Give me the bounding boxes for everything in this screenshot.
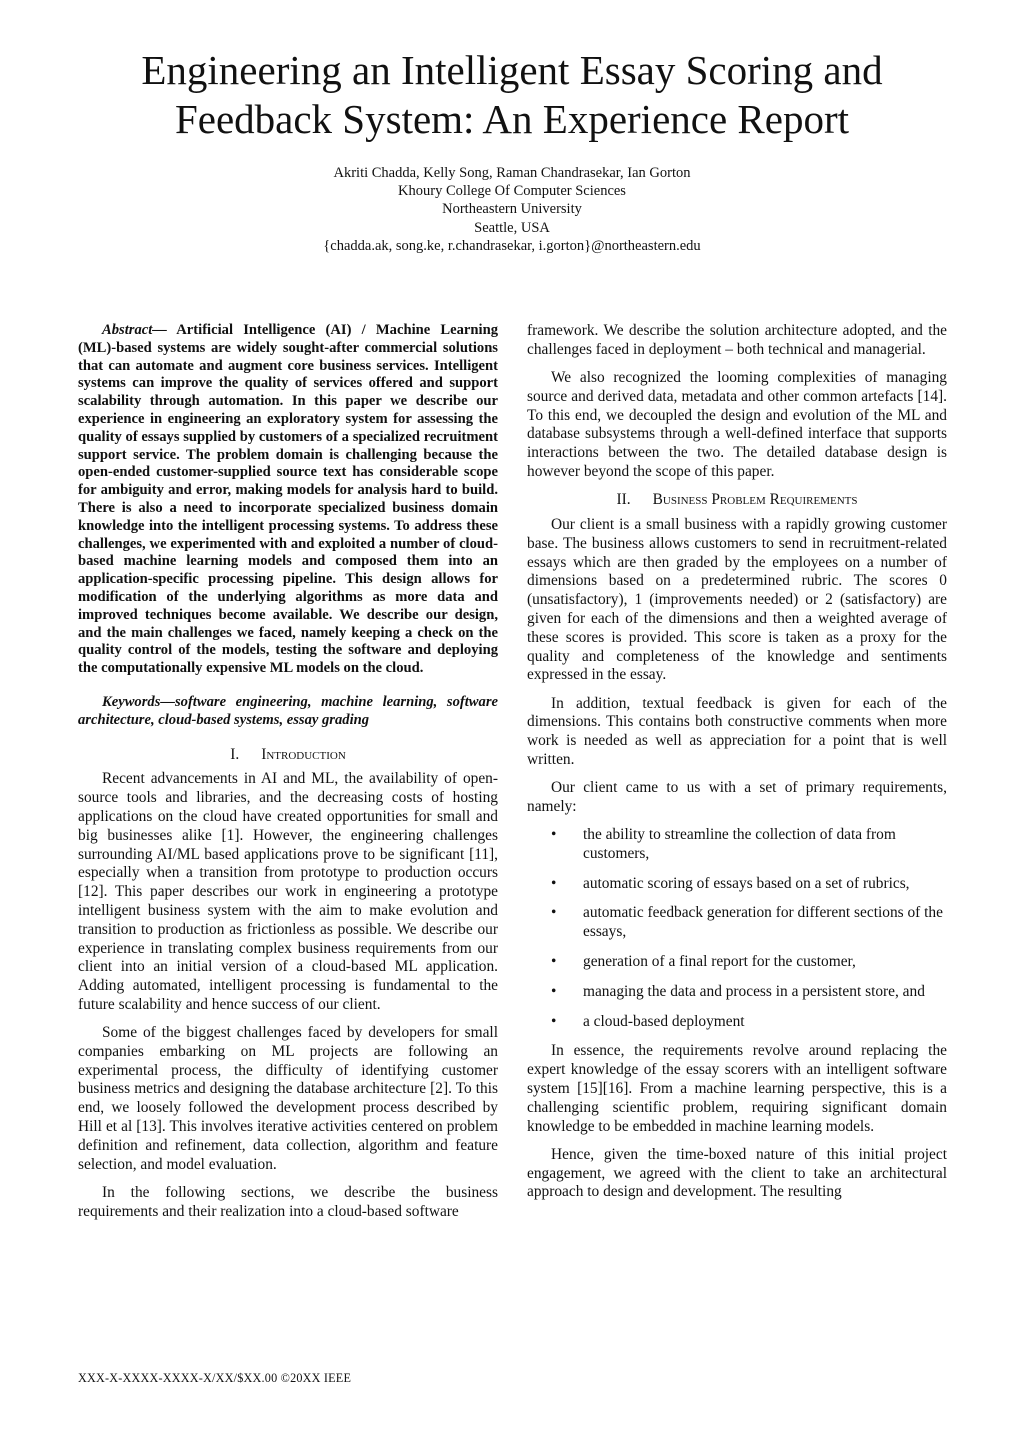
list-item: • the ability to streamline the collection of data from customers,	[551, 826, 896, 862]
author-location: Seattle, USA	[474, 219, 550, 236]
bullet-icon: •	[551, 904, 557, 922]
abstract-label: Abstract—	[102, 322, 167, 338]
section-name: Introduction	[261, 745, 346, 763]
section-number: I.	[230, 745, 240, 763]
author-block	[200, 164, 824, 255]
author-names: Akriti Chadda, Kelly Song, Raman Chandrasekar, Ian Gorton	[333, 165, 691, 181]
intro-paragraph: In the following sections, we describe the business requirements and their realization into a cloud-based software	[78, 1183, 498, 1220]
section-heading-introduction	[78, 746, 498, 765]
list-item: • automatic feedback generation for different sections of the essays,	[551, 904, 943, 941]
body-paragraph: Hence, given the time-boxed nature of this initial project engagement, we agreed with the client to take an architectural approach to design and development. The resulting	[527, 1145, 947, 1201]
list-item: • managing the data and process in a persistent store, and	[551, 982, 925, 1000]
requirements-list	[527, 826, 947, 1031]
list-item: • automatic scoring of essays based on a set of rubrics,	[551, 874, 910, 892]
body-paragraph: Our client came to us with a set of primary requirements, namely:	[527, 779, 947, 815]
bullet-icon: •	[551, 874, 557, 892]
bullet-icon: •	[551, 953, 557, 971]
affiliation-college: Khoury College Of Computer Sciences	[398, 183, 626, 200]
abstract-text: Artificial Intelligence (AI) / Machine Learning (ML)-based systems are widely sought-after commercial solutions that can automate and augment core business services. Intelligent systems can improve the quality of services offered and support scalability through automation. In this paper we describe our experience in engineering an exploratory system for assessing the quality of essays supplied by customers of a specialized recruitment support service. The problem domain is challenging because the open-ended customer-supplied source text has considerable scope for ambiguity and error, making models for analysis hard to build. There is also a need to incorporate specialized business domain knowledge into the intelligent processing systems. To address these challenges, we experimented with and exploited a number of cloud-based machine learning models and composed them into an application-specific processing pipeline. This design allows for modification of the underlying algorithms as more data and improved techniques become available. We describe our design, and the main challenges we faced, namely keeping a check on the quality control of the models, testing the software and deploying the computationally expensive ML models on the cloud.	[78, 322, 498, 677]
continued-paragraph: framework. We describe the solution architecture adopted, and the challenges faced in deployment – both technical and managerial.	[527, 322, 947, 358]
section-heading-business-requirements	[527, 491, 947, 510]
right-column	[527, 322, 947, 1212]
keywords: Keywords—software engineering, machine learning, software architecture, cloud-based systems, essay grading	[78, 693, 498, 728]
body-paragraph: In essence, the requirements revolve around replacing the expert knowledge of the essay scorers with an intelligent software system [15][16]. From a machine learning perspective, this is a challenging scientific problem, requiring significant domain knowledge to be embedded in machine learning models.	[527, 1042, 947, 1135]
list-item: • a cloud-based deployment	[551, 1012, 745, 1030]
bullet-icon: •	[551, 826, 557, 844]
left-column	[78, 322, 498, 1231]
abstract	[78, 322, 498, 678]
body-paragraph: We also recognized the looming complexities of managing source and derived data, metadata and other common artefacts [14]. To this end, we decoupled the design and evolution of the ML and database subsystems through a well-defined interface that supports interactions between the two. The detailed database design is however beyond the scope of this paper.	[527, 368, 947, 480]
copyright-footer: XXX-X-XXXX-XXXX-X/XX/$XX.00 ©20XX IEEE	[78, 1371, 352, 1385]
intro-paragraph: Some of the biggest challenges faced by developers for small companies embarking on ML projects are following an experimental process, the difficulty of identifying customer business metrics and designing the database architecture [2]. To this end, we loosely followed the development process described by Hill et al [13]. This involves iterative activities centered on problem definition and refinement, data collection, algorithm and feature selection, and model evaluation.	[78, 1024, 498, 1173]
body-paragraph: In addition, textual feedback is given for each of the dimensions. This contains both constructive comments when more work is needed as well as appreciation for a point that is well written.	[527, 694, 947, 768]
section-number: II.	[616, 491, 631, 509]
section-name: Business Problem Requirements	[652, 491, 858, 509]
list-item: • generation of a final report for the customer,	[551, 953, 856, 971]
intro-paragraph: Recent advancements in AI and ML, the availability of open-source tools and libraries, and the decreasing costs of hosting applications on the cloud have created opportunities for small and big businesses alike [1]. However, the engineering challenges surrounding AI/ML based applications prove to be significant [11], especially when a transition from prototype to production occurs [12]. This paper describes our work in engineering a prototype intelligent business system with the aim to make evolution and transition to production as frictionless as possible. We describe our experience in translating complex business requirements from our client into an initial version of a cloud-based ML application. Adding automated, intelligent processing is fundamental to the future scalability and hence success of our client.	[78, 770, 498, 1013]
author-emails: {chadda.ak, song.ke, r.chandrasekar, i.gorton}@northeastern.edu	[323, 237, 701, 254]
bullet-icon: •	[551, 982, 557, 1000]
paper-title: Engineering an Intelligent Essay Scoring and Feedback System: An Experience Report	[141, 47, 883, 142]
affiliation-university: Northeastern University	[442, 201, 582, 218]
bullet-icon: •	[551, 1012, 557, 1030]
body-paragraph: Our client is a small business with a rapidly growing customer base. The business allows customers to send in recruitment-related essays which are then graded by the employees on a number of dimensions based on a predetermined rubric. The scores 0 (unsatisfactory), 1 (improvements needed) or 2 (satisfactory) are given for each of the dimensions and then a weighted average of these scores is provided. This score is taken as a proxy for the quality and completeness of the knowledge and sentiments expressed in the essay.	[527, 515, 947, 684]
